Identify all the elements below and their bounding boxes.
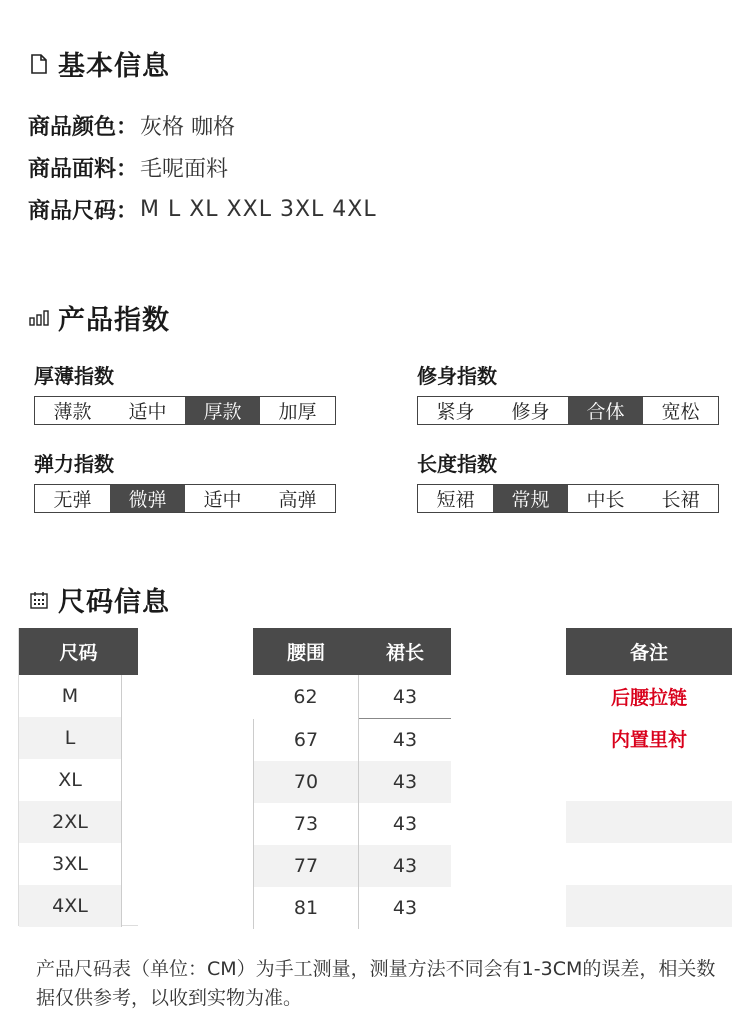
index-title: 长度指数 — [417, 452, 497, 476]
index-title: 弹力指数 — [34, 452, 114, 476]
index-bar — [34, 484, 336, 513]
section-basic-title: 基本信息 — [58, 51, 170, 82]
note-cell-empty — [566, 885, 732, 927]
waist-cell: 77 — [253, 845, 358, 887]
index-option: 高弹 — [278, 489, 317, 511]
index-option: 薄款 — [53, 401, 92, 423]
size-header: 尺码 — [19, 628, 138, 675]
info-row-color — [28, 110, 235, 141]
index-option-selected: 厚款 — [185, 397, 260, 424]
index-option: 修身 — [511, 401, 550, 423]
note-cell: 后腰拉链 — [610, 686, 687, 709]
note-header: 备注 — [566, 628, 732, 675]
length-cell: 43 — [359, 675, 451, 719]
waist-cell: 81 — [253, 887, 358, 929]
section-index-header — [28, 298, 170, 337]
note-cell-empty — [566, 843, 732, 885]
bar-chart-icon — [28, 307, 50, 329]
index-option-selected: 合体 — [568, 397, 643, 424]
info-row-size — [28, 194, 377, 225]
size-cell: M — [61, 685, 79, 707]
section-basic-header — [28, 44, 170, 83]
waist-cell: 70 — [253, 761, 358, 803]
info-label: 商品颜色： — [28, 115, 139, 140]
info-label: 商品面料： — [28, 157, 139, 182]
index-elasticity — [34, 448, 336, 513]
index-title: 厚薄指数 — [34, 364, 114, 388]
index-option: 中长 — [586, 489, 625, 511]
waist-cell: 73 — [253, 803, 358, 845]
index-option-selected: 微弹 — [110, 485, 185, 512]
index-option: 无弹 — [53, 489, 92, 511]
note-cell: 内置里衬 — [610, 728, 687, 751]
index-option-selected: 常规 — [493, 485, 568, 512]
length-cell: 43 — [359, 845, 451, 887]
index-option: 长裙 — [661, 489, 700, 511]
size-column — [18, 628, 138, 926]
length-cell: 43 — [392, 813, 418, 835]
length-cell: 43 — [359, 761, 451, 803]
index-option: 紧身 — [436, 401, 475, 423]
size-footnote: 产品尺码表（单位：CM）为手工测量，测量方法不同会有1-3CM的误差，相关数据仅供参考，以收到实物为准。 — [36, 958, 716, 1009]
size-cell: 2XL — [19, 801, 121, 843]
waist-cell: 67 — [253, 719, 358, 761]
note-cell-empty — [566, 801, 732, 843]
index-option: 适中 — [128, 401, 167, 423]
document-icon — [28, 53, 50, 75]
index-bar — [417, 484, 719, 513]
index-option: 加厚 — [278, 401, 317, 423]
section-index-title: 产品指数 — [58, 305, 170, 336]
index-bar — [417, 396, 719, 425]
waist-column — [253, 628, 359, 928]
info-value: 毛呢面料 — [140, 157, 229, 182]
size-cell: 4XL — [19, 885, 121, 927]
waist-cell: 62 — [293, 686, 318, 708]
info-value: M L XL XXL 3XL 4XL — [140, 197, 377, 222]
index-option: 适中 — [203, 489, 242, 511]
index-option: 短裙 — [436, 489, 475, 511]
section-size-title: 尺码信息 — [58, 587, 170, 618]
length-cell: 43 — [392, 897, 418, 919]
length-header: 裙长 — [359, 628, 451, 675]
size-cell: XL — [58, 769, 82, 791]
section-size-header — [28, 580, 170, 619]
index-bar — [34, 396, 336, 425]
index-length — [417, 448, 719, 513]
size-cell: 3XL — [52, 853, 88, 875]
info-row-fabric — [28, 152, 228, 183]
length-cell: 43 — [392, 729, 418, 751]
calendar-icon — [28, 589, 50, 611]
index-thickness — [34, 360, 336, 425]
info-label: 商品尺码： — [28, 199, 139, 224]
waist-header: 腰围 — [253, 628, 359, 675]
length-column — [359, 628, 451, 928]
info-value: 灰格 咖格 — [140, 115, 236, 140]
index-title: 修身指数 — [417, 364, 497, 388]
size-cell: L — [19, 717, 121, 759]
index-fit — [417, 360, 719, 425]
note-cell-empty — [566, 759, 732, 801]
index-option: 宽松 — [661, 401, 700, 423]
note-column — [566, 628, 732, 926]
